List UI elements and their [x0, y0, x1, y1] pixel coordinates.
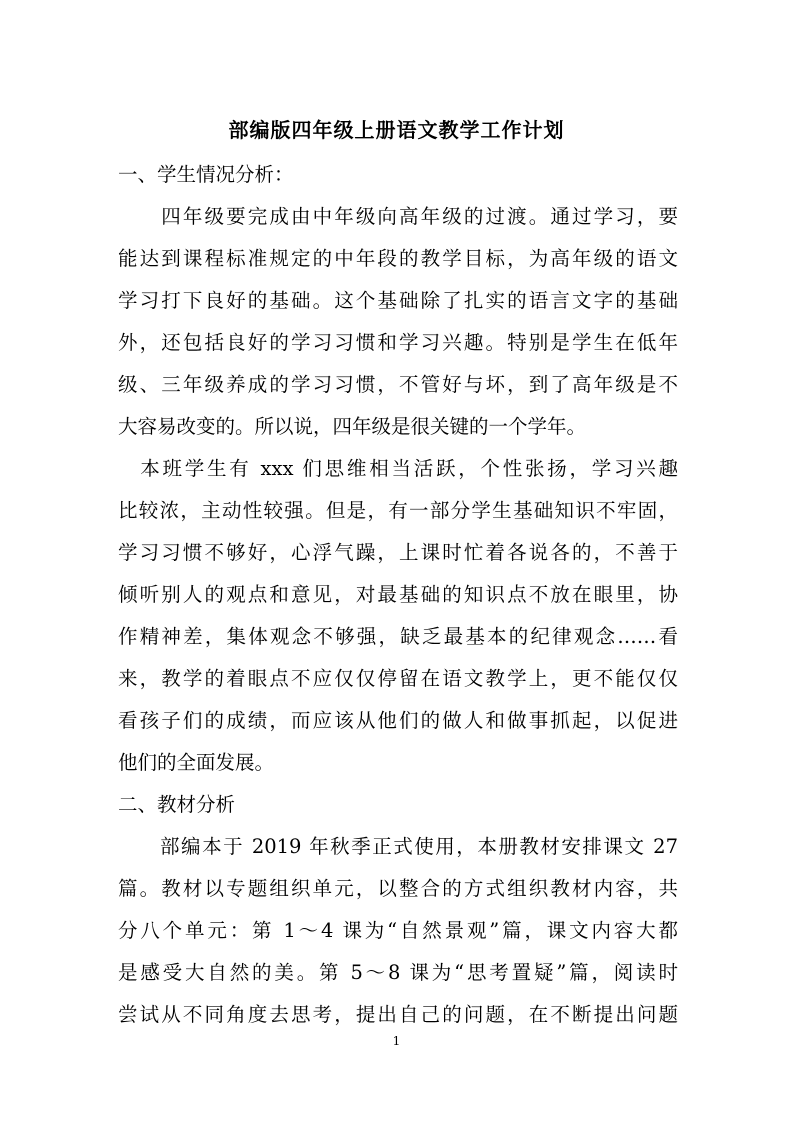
paragraph-line: 学习打下良好的基础。这个基础除了扎实的语言文字的基础: [118, 289, 678, 312]
paragraph-line: 外，还包括良好的学习习惯和学习兴趣。特别是学生在低年: [118, 331, 678, 354]
paragraph-line: 倾听别人的观点和意见，对最基础的知识点不放在眼里，协: [118, 583, 678, 606]
paragraph-line: 学习习惯不够好，心浮气躁，上课时忙着各说各的，不善于: [118, 541, 678, 564]
paragraph-line: 大容易改变的。所以说，四年级是很关键的一个学年。: [118, 415, 587, 438]
paragraph-line: 能达到课程标准规定的中年段的教学目标，为高年级的语文: [118, 247, 678, 270]
paragraph-line: 分八个单元：第 1～4 课为“自然景观”篇，课文内容大都: [118, 919, 678, 942]
paragraph-line: 本班学生有 xxx 们思维相当活跃，个性张扬，学习兴趣: [118, 457, 678, 480]
document-title: 部编版四年级上册语文教学工作计划: [228, 118, 565, 142]
paragraph-line: 尝试从不同角度去思考，提出自己的问题，在不断提出问题: [118, 1003, 678, 1026]
paragraph-line: 部编本于 2019 年秋季正式使用，本册教材安排课文 27: [118, 835, 678, 858]
section-heading-textbook-analysis: 二、教材分析: [118, 793, 236, 816]
section-heading-student-analysis: 一、学生情况分析：: [118, 163, 294, 186]
paragraph-line: 级、三年级养成的学习习惯，不管好与坏，到了高年级是不: [118, 373, 678, 396]
paragraph-line: 是感受大自然的美。第 5～8 课为“思考置疑”篇，阅读时: [118, 961, 678, 984]
paragraph-line: 他们的全面发展。: [118, 751, 275, 774]
paragraph-line: 四年级要完成由中年级向高年级的过渡。通过学习，要: [118, 205, 678, 228]
paragraph-line: 来，教学的着眼点不应仅仅停留在语文教学上，更不能仅仅: [118, 667, 678, 690]
paragraph-line: 篇。教材以专题组织单元，以整合的方式组织教材内容，共: [118, 877, 678, 900]
paragraph-line: 比较浓，主动性较强。但是，有一部分学生基础知识不牢固，: [118, 499, 678, 522]
paragraph-line: 看孩子们的成绩，而应该从他们的做人和做事抓起，以促进: [118, 709, 678, 732]
paragraph-line: 作精神差，集体观念不够强，缺乏最基本的纪律观念……看: [118, 625, 678, 648]
page-number: 1: [392, 1034, 401, 1048]
